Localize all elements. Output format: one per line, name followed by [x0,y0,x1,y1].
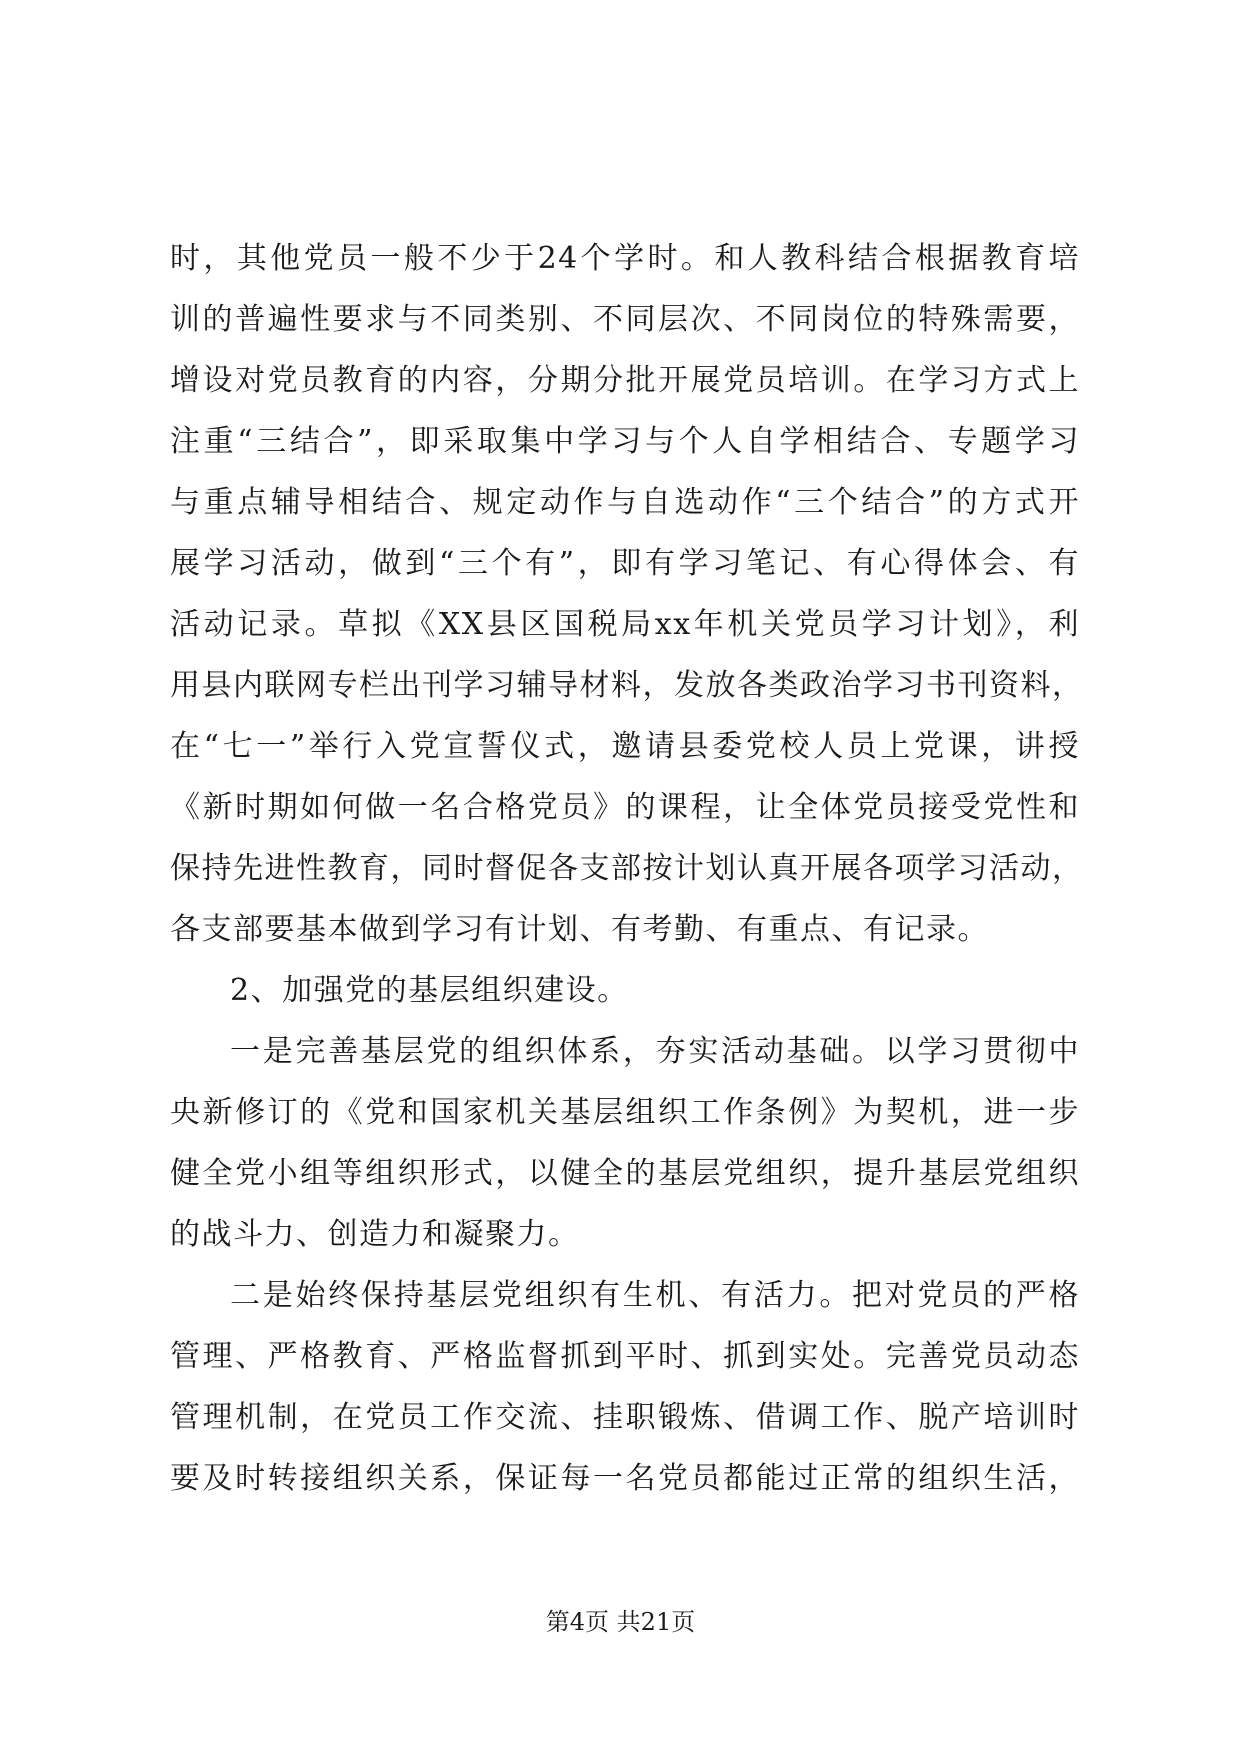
text-line: 要及时转接组织关系，保证每一名党员都能过正常的组织生活， [170,1461,1080,1496]
text-line: 《新时期如何做一名合格党员》的课程，让全体党员接受党性和 [170,790,1080,825]
page-number-footer: 第4页 共21页 [545,1608,696,1636]
text-line: 管理、严格教育、严格监督抓到平时、抓到实处。完善党员动态 [170,1339,1080,1374]
body-text [170,228,1084,1509]
section-heading: 2、加强党的基层组织建设。 [230,973,629,1008]
text-line: 活动记录。草拟《XX县区国税局xx年机关党员学习计划》，利 [170,607,1080,642]
text-line: 在“七一”举行入党宣誓仪式，邀请县委党校人员上党课，讲授 [170,729,1080,764]
text-line: 一是完善基层党的组织体系，夯实活动基础。以学习贯彻中 [230,1034,1080,1069]
text-line: 时，其他党员一般不少于24个学时。和人教科结合根据教育培 [170,241,1080,276]
text-line: 用县内联网专栏出刊学习辅导材料，发放各类政治学习书刊资料， [170,668,1084,703]
text-line: 健全党小组等组织形式，以健全的基层党组织，提升基层党组织 [170,1156,1080,1191]
text-line: 二是始终保持基层党组织有生机、有活力。把对党员的严格 [230,1278,1080,1313]
text-line: 注重“三结合”，即采取集中学习与个人自学相结合、专题学习 [170,424,1080,459]
text-line: 央新修订的《党和国家机关基层组织工作条例》为契机，进一步 [170,1095,1080,1130]
text-line: 增设对党员教育的内容，分期分批开展党员培训。在学习方式上 [170,363,1080,398]
text-line: 训的普遍性要求与不同类别、不同层次、不同岗位的特殊需要， [170,302,1080,337]
text-line: 管理机制，在党员工作交流、挂职锻炼、借调工作、脱产培训时 [170,1400,1080,1435]
text-line: 与重点辅导相结合、规定动作与自选动作“三个结合”的方式开 [170,485,1080,520]
text-line: 的战斗力、创造力和凝聚力。 [170,1217,580,1252]
text-line: 展学习活动，做到“三个有”，即有学习笔记、有心得体会、有 [170,546,1080,581]
text-line: 各支部要基本做到学习有计划、有考勤、有重点、有记录。 [170,912,989,947]
text-line: 保持先进性教育，同时督促各支部按计划认真开展各项学习活动， [170,851,1084,886]
